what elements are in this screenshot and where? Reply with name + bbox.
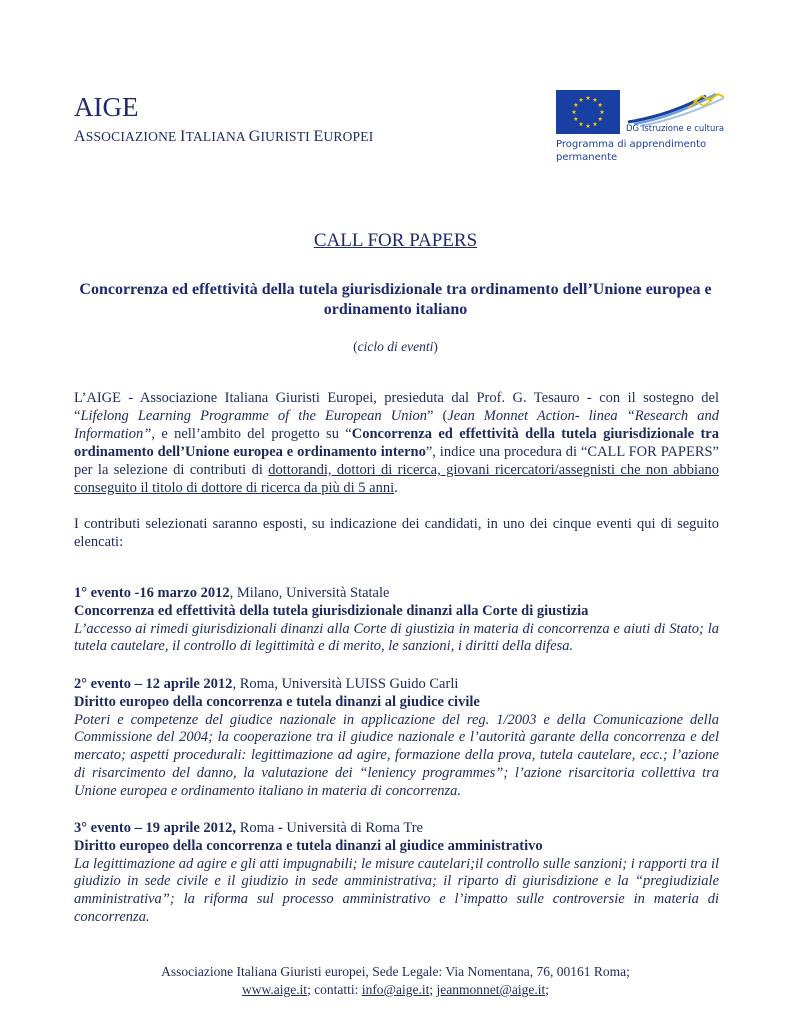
- lifelong-learning-logo: [556, 88, 726, 166]
- footer-contacts: www.aige.it; contatti: info@aige.it; jeanmonnet@aige.it;: [241, 982, 550, 997]
- event-header: 2° evento – 12 aprile 2012, Roma, Università LUISS Guido Carli: [74, 676, 459, 692]
- eu-flag-icon: [556, 90, 620, 134]
- intro-paragraph: L’AIGE - Associazione Italiana Giuristi Europei, presieduta dal Prof. G. Tesauro - con il sostegno del “Lifelong Learning Programme of the European Union” (Jean Monnet Action- linea “Research and Information”, e nell’ambito del progetto su “Concorrenza ed effettività della tutela giurisdizionale tra ordinamento dell’Unione europea e ordinamento interno”, indice una procedura di “CALL FOR PAPERS” per la selezione di contributi di dottorandi, dottori di ricerca, giovani ricercatori/assegnisti che non abbiano conseguito il titolo di dottore di ricerca da più di 5 anni.: [74, 390, 720, 496]
- event-description: Poteri e competenze del giudice nazionale in applicazione del reg. 1/2003 e della Comunicazione della Commissione del 2004; la cooperazione tra il giudice nazionale e l’autorità garante della concorrenza e del mercato; aspetti procedurali: legittimazione ad agire, formazione della prova, tutela cautelare, ecc.; l’azione di risarcimento del danno, la valutazione dei “leniency programmes”; l’azione risarcitoria collettiva tra Unione europea e ordinamento italiano in materia di concorrenza.: [74, 711, 719, 799]
- event-description: La legittimazione ad agire e gli atti impugnabili; le misure cautelari;il controllo sulle sanzioni; i rapporti tra il giudizio in sede civile e il giudizio in sede amministrativa; il riparto di giurisdizione e la “pregiudiziale amministrativa”; la riforma sul processo amministrativo e l’impatto sulle controversie in materia di concorrenza.: [74, 855, 719, 925]
- event-1: [74, 585, 719, 656]
- footer-address: Associazione Italiana Giuristi europei, Sede Legale: Via Nomentana, 76, 00161 Roma;: [161, 964, 630, 979]
- event-header: 1° evento -16 marzo 2012, Milano, Università Statale: [74, 585, 390, 601]
- selection-paragraph: I contributi selezionati saranno esposti, su indicazione dei candidati, in uno dei cinque eventi qui di seguito elencati:: [74, 516, 719, 550]
- event-header: 3° evento – 19 aprile 2012, Roma - Università di Roma Tre: [74, 820, 423, 836]
- info-email-link[interactable]: info@aige.it: [361, 982, 430, 997]
- logo-dg-label: DG Istruzione e cultura: [626, 124, 725, 134]
- cycle-note: (ciclo di eventi): [353, 339, 438, 354]
- event-3: [74, 820, 719, 927]
- call-for-papers-title: CALL FOR PAPERS: [313, 230, 478, 251]
- document-subtitle: Concorrenza ed effettività della tutela giurisdizionale tra ordinamento dell’Unione europea e ordinamento italiano: [79, 281, 712, 318]
- event-description: L’accesso ai rimedi giurisdizionali dinanzi alla Corte di giustizia in materia di concorrenza e aiuti di Stato; la tutela cautelare, il controllo di legittimità e di merito, le sanzioni, i diritti della difesa.: [74, 620, 719, 655]
- logo-programme-label: Programma di apprendimento permanente: [556, 139, 707, 163]
- jeanmonnet-email-link[interactable]: jeanmonnet@aige.it: [436, 982, 546, 997]
- event-title: Concorrenza ed effettività della tutela giurisdizionale dinanzi alla Corte di giustizia: [74, 602, 589, 619]
- org-acronym: AIGE: [74, 92, 139, 122]
- org-full-name: ASSOCIAZIONE ITALIANA GIURISTI EUROPEI: [74, 128, 374, 145]
- website-link[interactable]: www.aige.it: [241, 982, 308, 997]
- event-title: Diritto europeo della concorrenza e tutela dinanzi al giudice amministrativo: [74, 837, 543, 854]
- footer: [0, 963, 791, 999]
- eligibility-text: dottorandi, dottori di ricerca, giovani ricercatori/assegnisti che non abbiano conseguito il titolo di dottore di ricerca da più di 5 anni: [74, 462, 720, 496]
- org-header: [74, 92, 373, 146]
- event-2: [74, 676, 719, 801]
- event-title: Diritto europeo della concorrenza e tutela dinanzi al giudice civile: [74, 693, 480, 710]
